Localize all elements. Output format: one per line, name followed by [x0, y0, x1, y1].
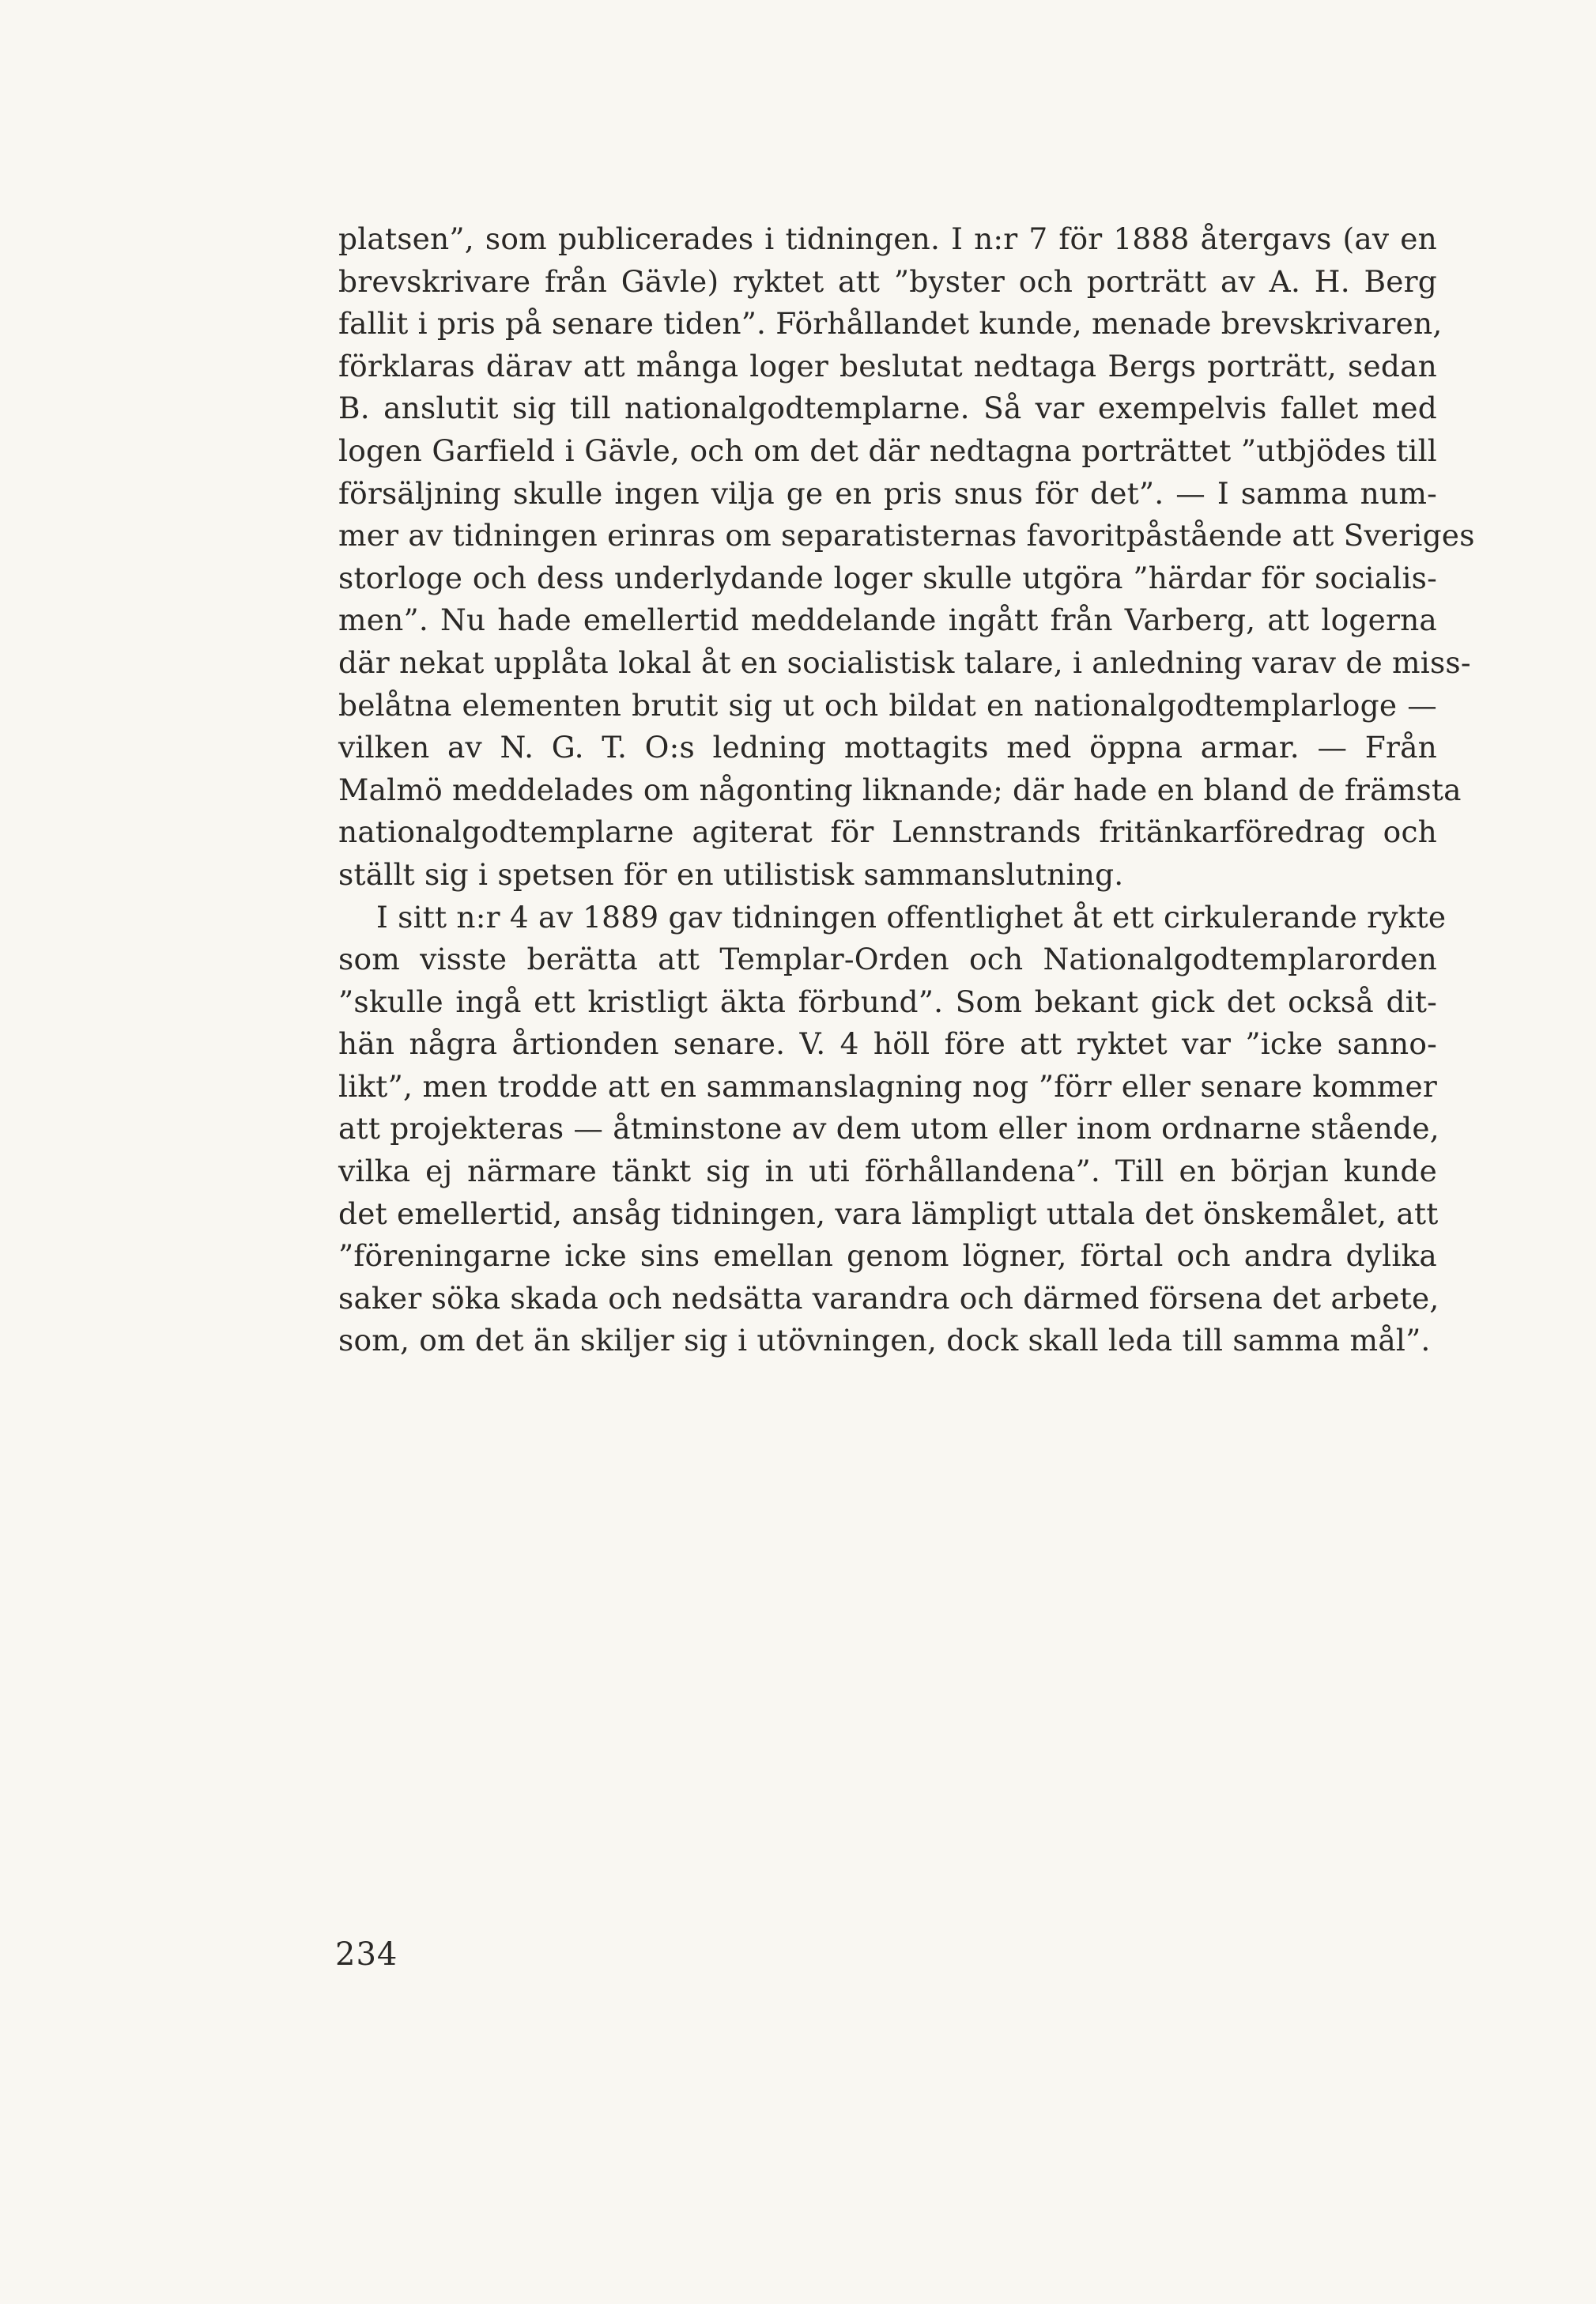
body-text: [338, 218, 1475, 1362]
text-line: att projekteras — åtminstone av dem utom eller inom ordnarne stående,: [338, 1111, 1439, 1146]
text-line: som, om det än skiljer sig i utövningen, dock skall leda till samma mål”.: [338, 1323, 1431, 1358]
text-line: försäljning skulle ingen vilja ge en pris snus för det”. — I samma num-: [338, 475, 1437, 511]
text-line: ”skulle ingå ett kristligt äkta förbund”. Som bekant gick det också dit-: [338, 984, 1437, 1019]
text-line: ”föreningarne icke sins emellan genom lögner, förtal och andra dylika: [338, 1238, 1437, 1274]
text-line: B. anslutit sig till nationalgodtemplarne. Så var exempelvis fallet med: [338, 391, 1437, 426]
text-line: brevskrivare från Gävle) ryktet att ”byster och porträtt av A. H. Berg: [338, 263, 1437, 299]
text-line: mer av tidningen erinras om separatisternas favoritpåstående att Sveriges: [338, 518, 1475, 553]
text-line: som visste berätta att Templar-Orden och Nationalgodtemplarorden: [338, 942, 1437, 977]
text-line: belåtna elementen brutit sig ut och bildat en nationalgodtemplarloge —: [338, 687, 1437, 723]
text-line: saker söka skada och nedsätta varandra och därmed försena det arbete,: [338, 1280, 1439, 1316]
text-line: men”. Nu hade emellertid meddelande ingått från Varberg, att logerna: [338, 602, 1437, 638]
text-line: där nekat upplåta lokal åt en socialistisk talare, i anledning varav de miss-: [338, 644, 1471, 680]
text-line: Malmö meddelades om någonting liknande; där hade en bland de främsta: [338, 772, 1462, 807]
text-line: I sitt n:r 4 av 1889 gav tidningen offentlighet åt ett cirkulerande rykte: [376, 899, 1447, 935]
text-line: platsen”, som publicerades i tidningen. I n:r 7 för 1888 återgavs (av en: [338, 221, 1437, 256]
page-number: 234: [335, 1936, 398, 1973]
text-line: likt”, men trodde att en sammanslagning nog ”förr eller senare kommer: [338, 1068, 1437, 1104]
text-line: logen Garfield i Gävle, och om det där nedtagna porträttet ”utbjödes till: [338, 432, 1437, 468]
text-line: vilken av N. G. T. O:s ledning mottagits med öppna armar. — Från: [338, 730, 1437, 765]
text-line: ställt sig i spetsen för en utilistisk sammanslutning.: [338, 856, 1124, 892]
text-line: fallit i pris på senare tiden”. Förhållandet kunde, menade brevskrivaren,: [338, 306, 1443, 342]
text-line: det emellertid, ansåg tidningen, vara lämpligt uttala det önskemålet, att: [338, 1195, 1439, 1231]
text-line: nationalgodtemplarne agiterat för Lennstrands fritänkarföredrag och: [338, 814, 1437, 850]
text-line: vilka ej närmare tänkt sig in uti förhållandena”. Till en början kunde: [338, 1154, 1437, 1189]
text-line: storloge och dess underlydande loger skulle utgöra ”härdar för socialis-: [338, 560, 1437, 595]
text-line: förklaras därav att många loger beslutat nedtaga Bergs porträtt, sedan: [338, 348, 1437, 383]
text-line: hän några årtionden senare. V. 4 höll före att ryktet var ”icke sanno-: [338, 1026, 1437, 1062]
